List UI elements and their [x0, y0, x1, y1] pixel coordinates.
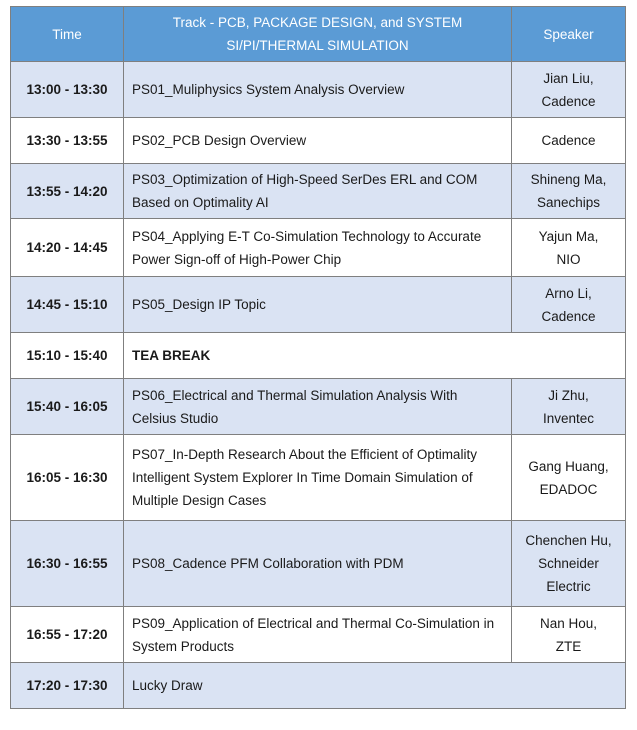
table-row: [11, 379, 626, 435]
session-time: 15:40 - 16:05: [11, 379, 124, 435]
session-speaker: [512, 379, 626, 435]
session-time: 14:45 - 15:10: [11, 277, 124, 333]
session-speaker: [512, 435, 626, 521]
session-speaker: [512, 164, 626, 219]
session-time: 14:20 - 14:45: [11, 219, 124, 277]
session-title: PS06_Electrical and Thermal Simulation Analysis With Celsius Studio: [124, 379, 512, 435]
session-time: 16:30 - 16:55: [11, 521, 124, 607]
session-time: 15:10 - 15:40: [11, 333, 124, 379]
speaker-line: Cadence: [541, 93, 596, 109]
session-speaker: [512, 62, 626, 118]
speaker-line: Shineng Ma,: [530, 172, 607, 187]
speaker-line: Yajun Ma,: [538, 228, 599, 244]
header-track-line2: SI/PI/THERMAL SIMULATION: [226, 38, 409, 53]
speaker-line: EDADOC: [539, 481, 598, 497]
session-title: Lucky Draw: [124, 663, 626, 709]
session-time: 17:20 - 17:30: [11, 663, 124, 709]
table-row: [11, 435, 626, 521]
header-time: Time: [11, 7, 124, 62]
speaker-line: Cadence: [541, 133, 596, 148]
table-row: [11, 118, 626, 164]
speaker-line: Nan Hou,: [539, 615, 598, 631]
session-time: 16:05 - 16:30: [11, 435, 124, 521]
table-row: [11, 164, 626, 219]
speaker-line: Schneider: [538, 556, 599, 571]
session-title: TEA BREAK: [124, 333, 626, 379]
session-speaker: [512, 607, 626, 663]
session-time: 16:55 - 17:20: [11, 607, 124, 663]
header-speaker: Speaker: [512, 7, 626, 62]
speaker-line: Electric: [546, 579, 591, 594]
session-speaker: [512, 521, 626, 607]
table-row: [11, 521, 626, 607]
table-row: [11, 607, 626, 663]
session-time: 13:55 - 14:20: [11, 164, 124, 219]
session-title: PS03_Optimization of High-Speed SerDes ERL and COM Based on Optimality AI: [124, 164, 512, 219]
speaker-line: Chenchen Hu,: [525, 533, 612, 548]
speaker-line: Sanechips: [536, 195, 601, 210]
table-row: [11, 219, 626, 277]
table-row: [11, 277, 626, 333]
speaker-line: Cadence: [541, 308, 596, 324]
header-row: [11, 7, 626, 62]
speaker-line: Inventec: [542, 410, 595, 426]
header-track: [124, 7, 512, 62]
session-title: PS04_Applying E-T Co-Simulation Technology to Accurate Power Sign-off of High-Power Chip: [124, 219, 512, 277]
table-row: [11, 663, 626, 709]
speaker-line: Arno Li,: [545, 285, 592, 301]
session-speaker: [512, 219, 626, 277]
session-speaker: [512, 277, 626, 333]
session-speaker: [512, 118, 626, 164]
speaker-line: NIO: [556, 251, 581, 267]
session-title: PS09_Application of Electrical and Thermal Co-Simulation in System Products: [124, 607, 512, 663]
table-row: [11, 62, 626, 118]
session-title: PS07_In-Depth Research About the Efficient of Optimality Intelligent System Explorer In Time Domain Simulation of Multiple Design Cases: [124, 435, 512, 521]
agenda-body: [11, 62, 626, 709]
speaker-line: ZTE: [555, 638, 582, 654]
speaker-line: Ji Zhu,: [548, 387, 589, 403]
speaker-line: Gang Huang,: [528, 458, 609, 474]
session-title: PS05_Design IP Topic: [124, 277, 512, 333]
header-track-line1: Track - PCB, PACKAGE DESIGN, and SYSTEM: [172, 15, 463, 30]
session-title: PS01_Muliphysics System Analysis Overview: [124, 62, 512, 118]
session-title: PS02_PCB Design Overview: [124, 118, 512, 164]
session-time: 13:00 - 13:30: [11, 62, 124, 118]
speaker-line: Jian Liu,: [543, 70, 594, 86]
session-title: PS08_Cadence PFM Collaboration with PDM: [124, 521, 512, 607]
session-time: 13:30 - 13:55: [11, 118, 124, 164]
table-row: [11, 333, 626, 379]
agenda-table: [10, 6, 626, 709]
